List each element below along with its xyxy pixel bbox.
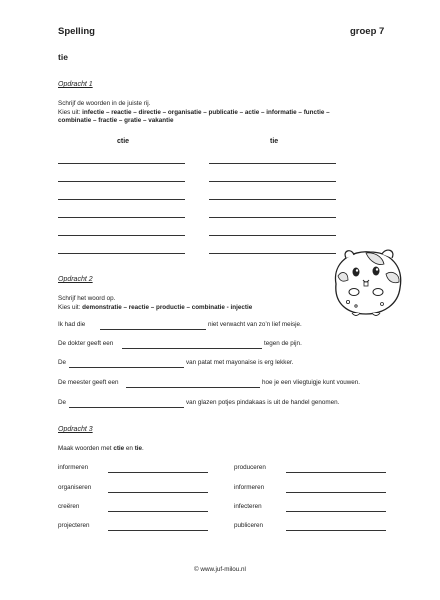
instruction-1: Schrijf de woorden in de juiste rij. <box>58 100 151 107</box>
kies-prefix: Kies uit: <box>58 108 83 116</box>
answer-line[interactable] <box>126 387 260 388</box>
answer-line[interactable] <box>58 181 185 182</box>
answer-line[interactable] <box>286 530 386 531</box>
answer-line[interactable] <box>58 199 185 200</box>
answer-line[interactable] <box>108 511 208 512</box>
sentence-start: De meester geeft een <box>58 379 119 386</box>
answer-line[interactable] <box>58 235 185 236</box>
instruction-prefix: Maak woorden met <box>58 445 114 452</box>
instruction-3 <box>58 445 144 454</box>
verb-right: informeren <box>234 484 265 491</box>
sentence-start: De <box>58 399 67 406</box>
verb-left: creëren <box>58 503 80 510</box>
sentence-start: Ik had die <box>58 321 86 328</box>
answer-line[interactable] <box>69 407 184 408</box>
answer-line[interactable] <box>58 217 185 218</box>
verb-right: infecteren <box>234 503 262 510</box>
answer-line[interactable] <box>108 492 208 493</box>
sentence-start: De dokter geeft een <box>58 340 114 347</box>
instruction-word-tie: tie <box>134 445 143 452</box>
sentence-end: niet verwacht van zo’n lief meisje. <box>208 321 302 328</box>
answer-line[interactable] <box>209 235 336 236</box>
answer-line[interactable] <box>286 472 386 473</box>
answer-line[interactable] <box>286 492 386 493</box>
worksheet-title: Spelling <box>58 26 95 37</box>
sentence-end: van glazen potjes pindakaas is uit de handel genomen. <box>186 399 340 406</box>
word-bank-1-line2: combinatie – fractie – gratie – vakantie <box>58 117 174 124</box>
instruction-mid: en <box>124 445 135 452</box>
instruction-2: Schrijf het woord op. <box>58 295 116 302</box>
copyright-footer: © www.juf-milou.nl <box>194 566 246 573</box>
sentence-end: tegen de pijn. <box>264 340 302 347</box>
section-title-2: Opdracht 2 <box>58 276 93 283</box>
answer-line[interactable] <box>286 511 386 512</box>
sentence-end: hoe je een vliegtuigje kunt vouwen. <box>262 379 361 386</box>
instruction-end: . <box>142 445 144 452</box>
verb-left: informeren <box>58 464 89 471</box>
column-heading-tie: tie <box>270 138 279 145</box>
column-heading-ctie: ctie <box>117 138 130 145</box>
answer-line[interactable] <box>108 472 208 473</box>
answer-line[interactable] <box>209 163 336 164</box>
word-bank-words: infectie – reactie – directie – organisatie – publicatie – actie – informatie – functie – <box>82 108 330 116</box>
subtitle: tie <box>58 52 68 62</box>
kies-prefix: Kies uit: <box>58 303 83 311</box>
section-title-1: Opdracht 1 <box>58 81 93 88</box>
answer-line[interactable] <box>209 217 336 218</box>
answer-line[interactable] <box>209 199 336 200</box>
answer-line[interactable] <box>58 163 185 164</box>
grade-label: groep 7 <box>350 26 385 37</box>
answer-line[interactable] <box>209 181 336 182</box>
verb-right: produceren <box>234 464 266 471</box>
sentence-end: van patat met mayonaise is erg lekker. <box>186 359 294 366</box>
sentence-start: De <box>58 359 67 366</box>
section-title-3: Opdracht 3 <box>58 426 93 433</box>
verb-left: projecteren <box>58 522 90 529</box>
answer-line[interactable] <box>69 367 184 368</box>
hamster-illustration <box>326 244 408 320</box>
word-bank-1 <box>58 109 330 118</box>
word-bank-2 <box>58 304 252 313</box>
verb-left: organiseren <box>58 484 92 491</box>
answer-line[interactable] <box>100 329 206 330</box>
answer-line[interactable] <box>108 530 208 531</box>
instruction-word-ctie: ctie <box>113 445 125 452</box>
verb-right: publiceren <box>234 522 264 529</box>
answer-line[interactable] <box>209 253 336 254</box>
answer-line[interactable] <box>122 348 262 349</box>
answer-line[interactable] <box>58 253 185 254</box>
word-bank-words: demonstratie – reactie – productie – combinatie - injectie <box>82 303 253 311</box>
